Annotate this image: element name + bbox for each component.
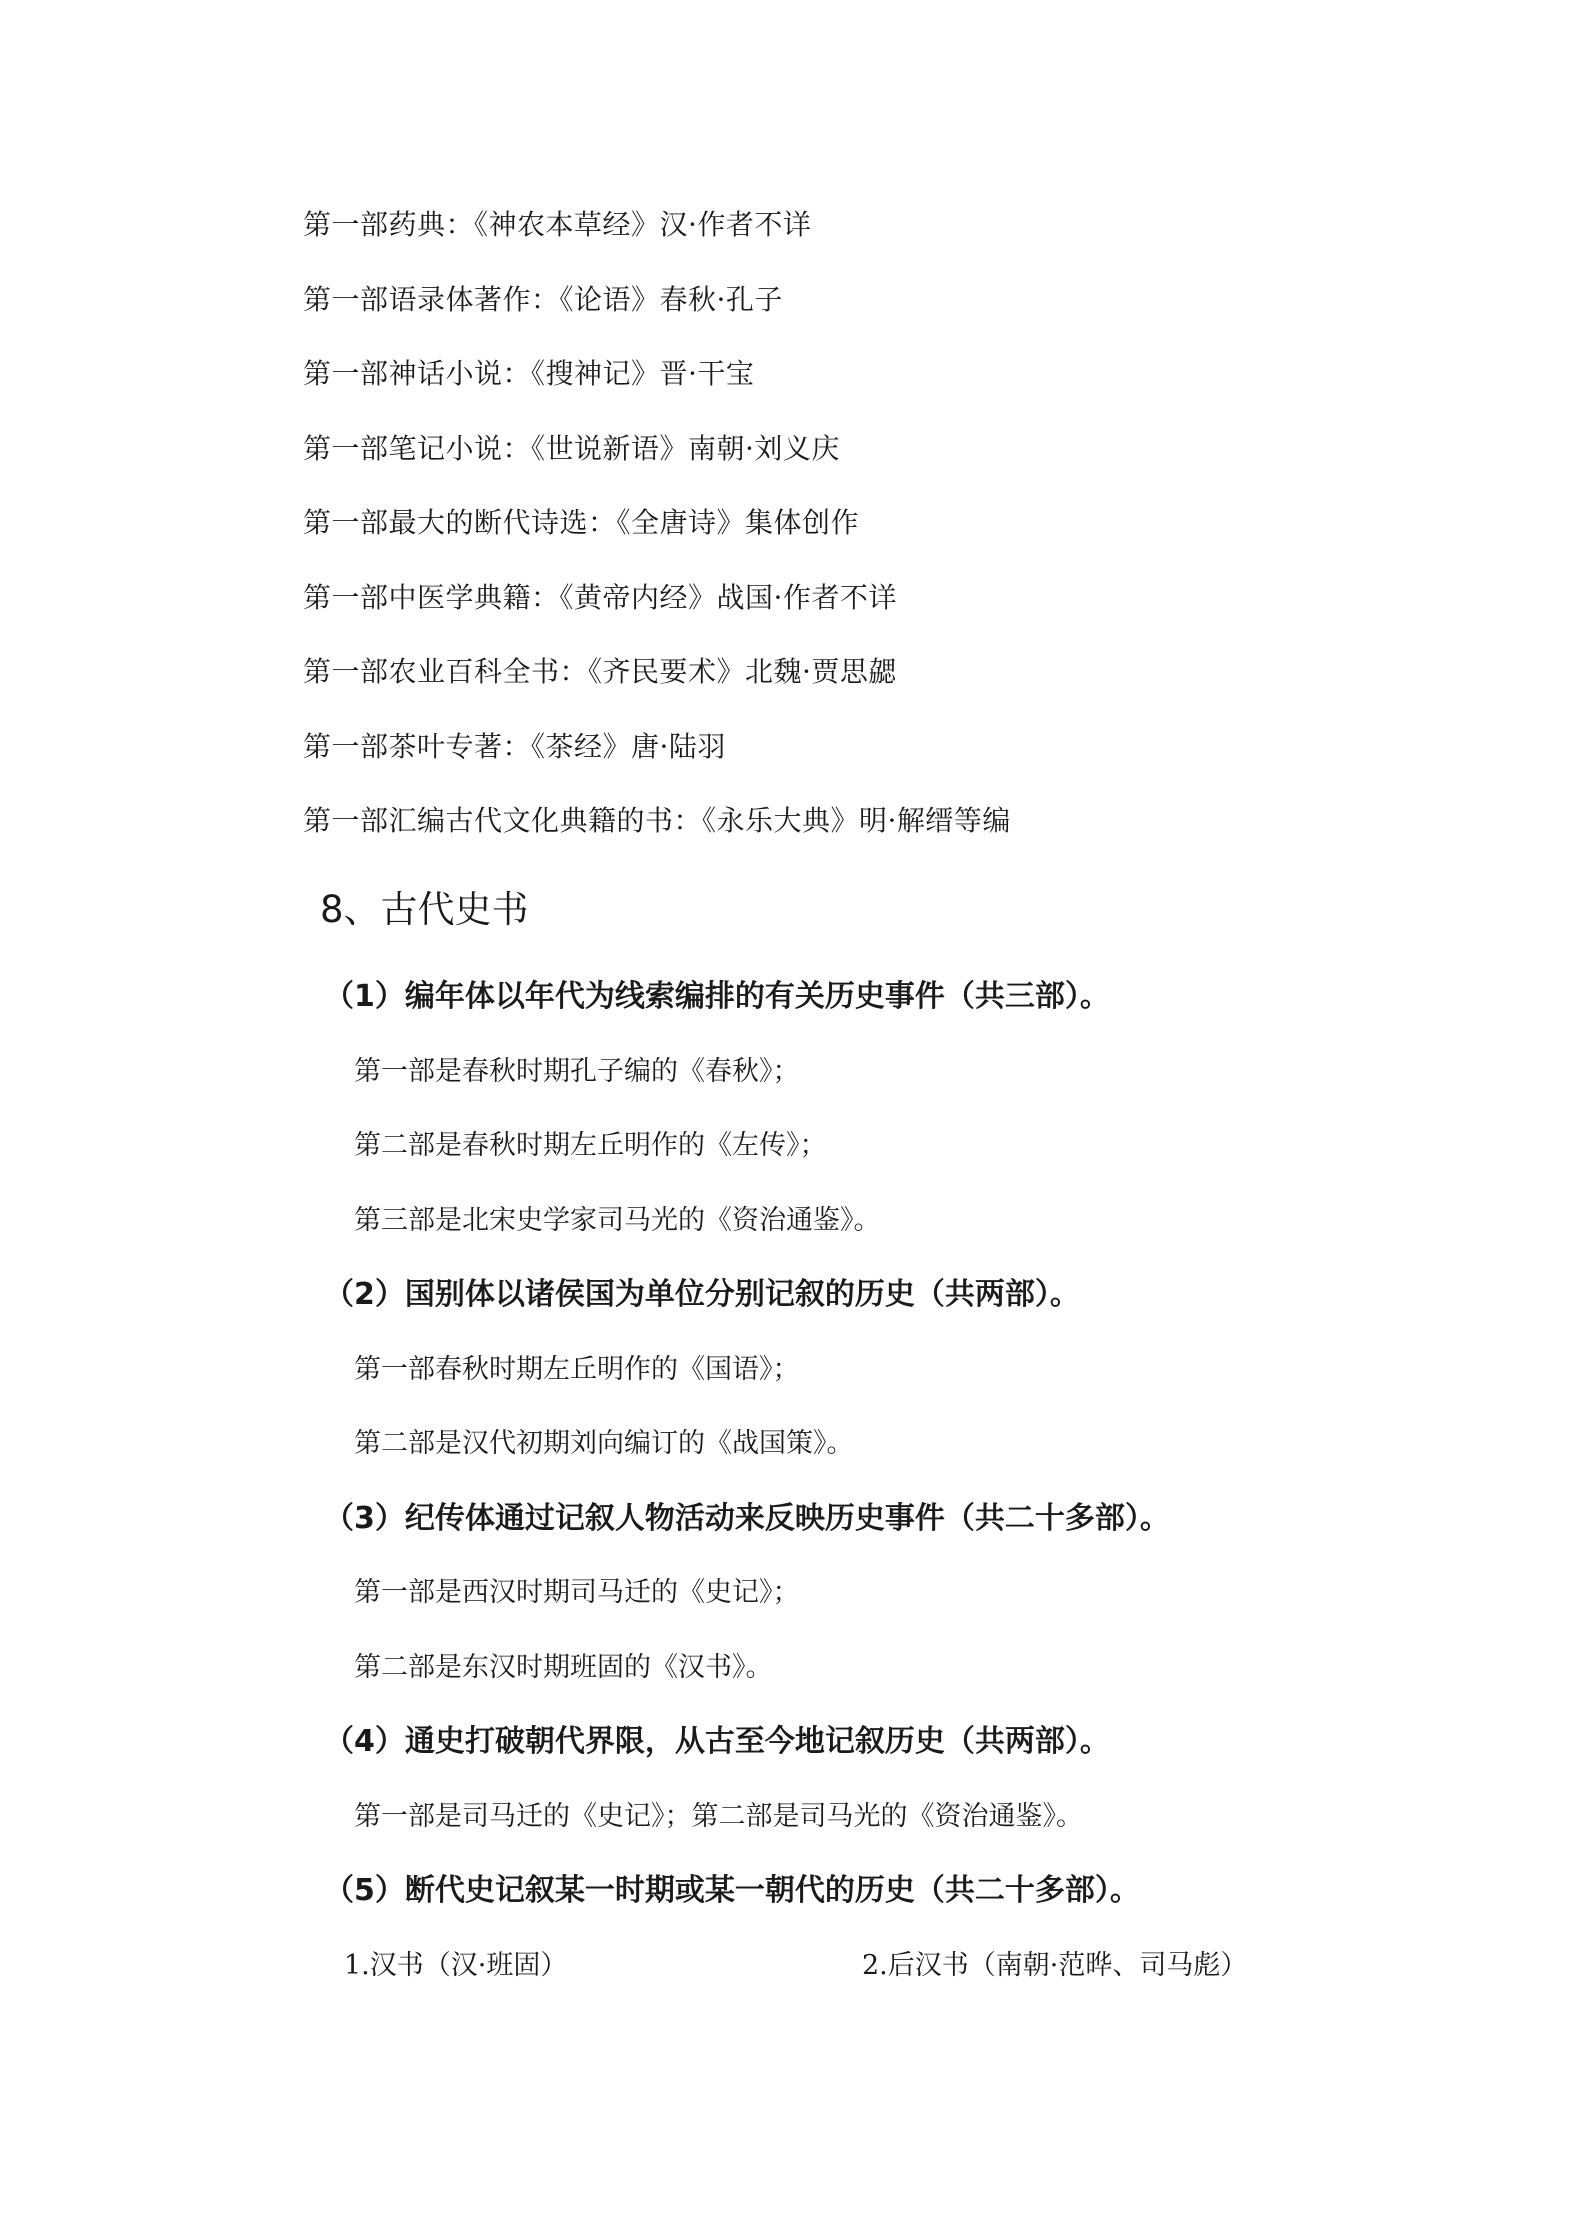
dynastic-list-row: [324, 1941, 1474, 2016]
history-books-section: [324, 972, 1474, 2015]
group-heading-biographical: （3）纪传体通过记叙人物活动来反映历史事件（共二十多部）。: [324, 1500, 1170, 1536]
dynastic-item: 2.后汉书（南朝·范晔、司马彪）: [862, 1949, 1248, 1981]
group-heading-chronological: （1）编年体以年代为线索编排的有关历史事件（共三部）。: [324, 979, 1110, 1014]
group-heading-by-state: （2）国别体以诸侯国为单位分别记叙的历史（共两部）。: [324, 1277, 1080, 1312]
group-item: 第一部是司马迁的《史记》；第二部是司马光的《资治通鉴》。: [354, 1800, 1083, 1832]
first-item: 第一部最大的断代诗选：《全唐诗》集体创作: [303, 506, 860, 539]
dynastic-item: 1.汉书（汉·班固）: [344, 1949, 568, 1981]
group-item: 第一部是春秋时期孔子编的《春秋》；: [354, 1055, 800, 1087]
first-item: 第一部汇编古代文化典籍的书：《永乐大典》明·解缙等编: [303, 804, 1011, 837]
group-item: 第三部是北宋史学家司马光的《资治通鉴》。: [354, 1204, 881, 1236]
first-item: 第一部中医学典籍：《黄帝内经》战国·作者不详: [303, 580, 897, 614]
group-item: 第一部是西汉时期司马迁的《史记》；: [354, 1577, 800, 1608]
group-item: 第一部春秋时期左丘明作的《国语》；: [354, 1353, 800, 1385]
first-item: 第一部笔记小说：《世说新语》南朝·刘义庆: [303, 431, 840, 465]
group-item: 第二部是春秋时期左丘明作的《左传》；: [354, 1130, 827, 1161]
first-item: 第一部神话小说：《搜神记》晋·干宝: [303, 357, 755, 390]
group-heading-general-history: （4）通史打破朝代界限，从古至今地记叙历史（共两部）。: [324, 1724, 1110, 1759]
group-item: 第二部是东汉时期班固的《汉书》。: [354, 1651, 773, 1683]
first-item: 第一部药典：《神农本草经》汉·作者不详: [303, 208, 812, 241]
group-item: 第二部是汉代初期刘向编订的《战国策》。: [354, 1428, 854, 1459]
first-item: 第一部茶叶专著：《茶经》唐·陆羽: [303, 729, 726, 763]
first-item: 第一部语录体著作：《论语》春秋·孔子: [303, 282, 783, 316]
section-title: 8、古代史书: [320, 888, 529, 931]
group-heading-dynastic-history: （5）断代史记叙某一时期或某一朝代的历史（共二十多部）。: [324, 1873, 1140, 1908]
firsts-list: [303, 200, 1403, 871]
first-item: 第一部农业百科全书：《齐民要术》北魏·贾思勰: [303, 655, 897, 688]
